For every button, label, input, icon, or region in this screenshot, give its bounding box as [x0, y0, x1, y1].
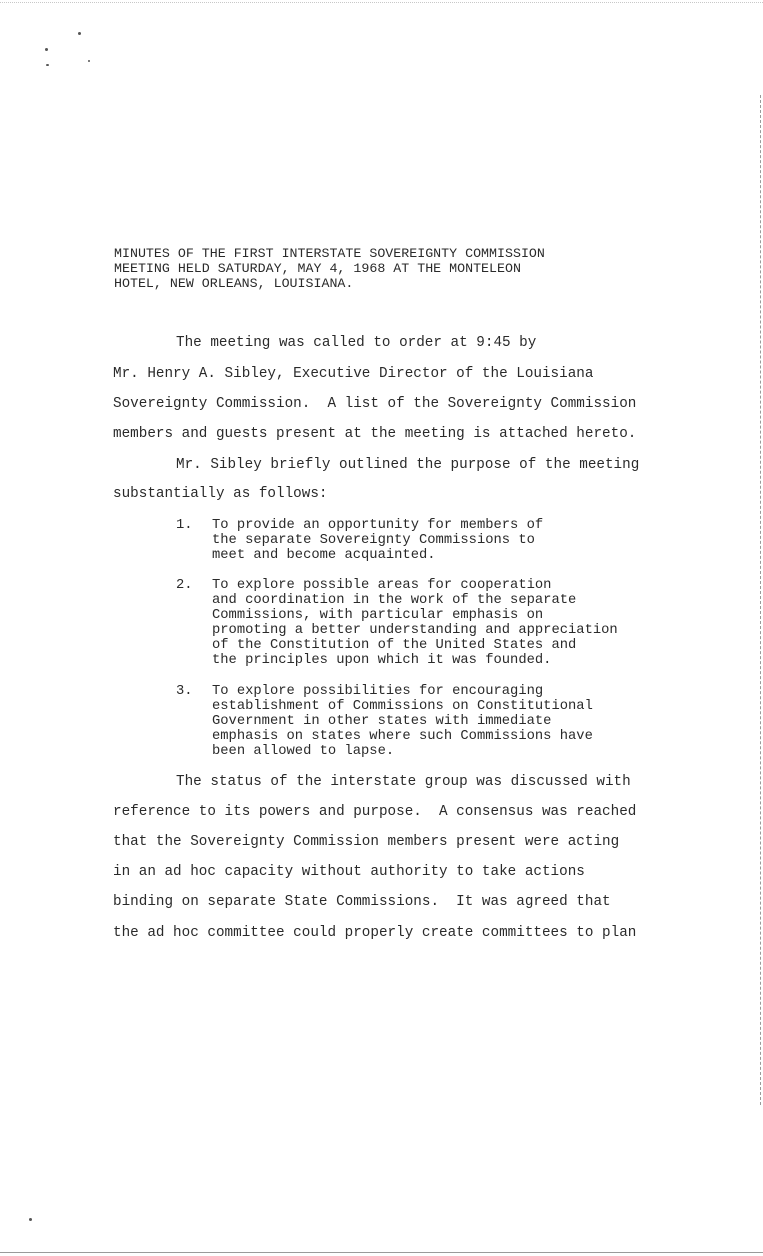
- body-line: in an ad hoc capacity without authority to take actions: [113, 864, 585, 880]
- scan-edge-bottom: [0, 1252, 763, 1253]
- scan-speck: [78, 32, 81, 35]
- list-item-line: the principles upon which it was founded.: [212, 653, 552, 668]
- list-item-line: the separate Sovereignty Commissions to: [212, 533, 535, 548]
- body-line: reference to its powers and purpose. A consensus was reached: [113, 804, 637, 820]
- body-line: Sovereignty Commission. A list of the Sovereignty Commission: [113, 396, 637, 412]
- list-item-line: To provide an opportunity for members of: [212, 518, 544, 533]
- body-line: substantially as follows:: [113, 486, 328, 502]
- list-item-line: meet and become acquainted.: [212, 548, 436, 563]
- scan-speck: [29, 1218, 32, 1221]
- list-item-line: and coordination in the work of the separate: [212, 593, 577, 608]
- list-item-line: To explore possibilities for encouraging: [212, 684, 544, 699]
- list-item-line: establishment of Commissions on Constitutional: [212, 699, 593, 714]
- list-item-number: 3.: [176, 684, 193, 699]
- heading-line: MEETING HELD SATURDAY, MAY 4, 1968 AT THE MONTELEON: [114, 261, 521, 276]
- list-item-line: promoting a better understanding and appreciation: [212, 623, 618, 638]
- body-line: The meeting was called to order at 9:45 by: [176, 335, 537, 351]
- heading-line: HOTEL, NEW ORLEANS, LOUISIANA.: [114, 276, 354, 291]
- list-item-line: of the Constitution of the United States and: [212, 638, 577, 653]
- list-item-line: To explore possible areas for cooperation: [212, 578, 552, 593]
- list-item-number: 1.: [176, 518, 193, 533]
- body-line: Mr. Henry A. Sibley, Executive Director of the Louisiana: [113, 366, 594, 382]
- scan-speck: [45, 48, 48, 51]
- body-line: Mr. Sibley briefly outlined the purpose of the meeting: [176, 457, 640, 473]
- body-line: that the Sovereignty Commission members present were acting: [113, 834, 620, 850]
- body-line: binding on separate State Commissions. It was agreed that: [113, 894, 611, 910]
- list-item-line: Commissions, with particular emphasis on: [212, 608, 544, 623]
- list-item-line: emphasis on states where such Commissions have: [212, 729, 593, 744]
- body-line: the ad hoc committee could properly create committees to plan: [113, 925, 637, 941]
- list-item-line: Government in other states with immediate: [212, 714, 552, 729]
- scan-edge-right: [760, 95, 761, 1105]
- heading-line: MINUTES OF THE FIRST INTERSTATE SOVEREIGNTY COMMISSION: [114, 246, 545, 261]
- list-item-number: 2.: [176, 578, 193, 593]
- body-line: members and guests present at the meeting is attached hereto.: [113, 426, 637, 442]
- list-item-line: been allowed to lapse.: [212, 744, 395, 759]
- scan-speck: [46, 64, 49, 66]
- scan-speck: [88, 60, 90, 62]
- scan-edge-top: [0, 2, 763, 3]
- body-line: The status of the interstate group was discussed with: [176, 774, 631, 790]
